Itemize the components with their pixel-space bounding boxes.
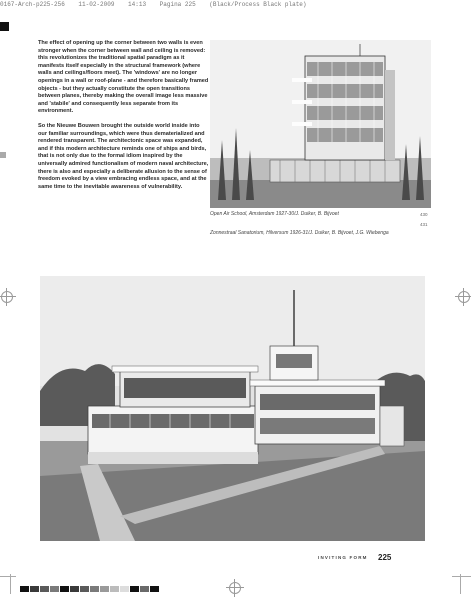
- print-slug: [0, 0, 471, 9]
- figure-number-430: 430: [420, 212, 428, 217]
- trim-mark: [10, 574, 11, 594]
- page-number: 225: [378, 553, 392, 562]
- footer-section-label: INVITING FORM: [318, 555, 368, 560]
- corner-mark: [0, 22, 9, 31]
- slug-file: 0167-Arch-p225-256: [0, 1, 65, 8]
- registration-mark-bottom: [226, 579, 244, 597]
- body-text: [38, 40, 210, 198]
- registration-mark-left: [0, 288, 16, 306]
- color-swatch: [100, 586, 109, 592]
- color-swatch: [90, 586, 99, 592]
- color-swatch: [50, 586, 59, 592]
- trim-mark: [452, 576, 471, 577]
- trim-mark: [0, 576, 16, 577]
- slug-time: 14:13: [128, 1, 147, 8]
- color-swatch: [20, 586, 29, 592]
- color-swatch: [40, 586, 49, 592]
- color-swatch: [120, 586, 129, 592]
- photo-open-air-school: [210, 40, 431, 208]
- color-swatch: [70, 586, 79, 592]
- color-swatch: [60, 586, 69, 592]
- color-swatch: [30, 586, 39, 592]
- color-swatch: [110, 586, 119, 592]
- slug-date: 11-02-2009: [78, 1, 115, 8]
- slug-color: (Black/Process Black plate): [209, 1, 307, 8]
- color-swatch: [150, 586, 159, 592]
- trim-mark: [460, 574, 461, 594]
- color-bar: [20, 586, 160, 592]
- paragraph: The effect of opening up the corner between two walls is even stronger when the corner between wall and ceiling is removed: this revolutionizes the traditional spatial paradigm as it manifests itself especially in the structural framework (where walls and ceilings/floors meet). The 'windows' are no longer openings in a wall or roof-plane - and therefore basically framed objects - but they actually constitute the open transitions between planes, thereby making the overall image less massive and 'stabile' and consequently less separate from its environment.: [38, 40, 209, 115]
- side-mark: [0, 152, 6, 158]
- color-swatch: [130, 586, 139, 592]
- registration-mark-right: [455, 288, 471, 306]
- color-swatch: [140, 586, 149, 592]
- color-swatch: [80, 586, 89, 592]
- caption-430: Open Air School, Amsterdam 1927-30/J. Duiker, B. Bijvoet: [210, 211, 339, 217]
- photo-zonnestraal-sanatorium: [40, 276, 425, 541]
- paragraph: So the Nieuwe Bouwen brought the outside world inside into our familiar surroundings, which were thus dematerialized and rendered transparent. The architectonic space was expanded, and if this modern architecture reminds one of ships and birds, that is not only due to the formal idiom inspired by the universally admired functionalism of modern naval architecture, there is also and especially a deliberate allusion to the sense of freedom evoked by a view embracing endless space, and at the same time to the inevitable awareness of vulnerability.: [38, 122, 209, 190]
- figure-number-431: 431: [420, 222, 428, 227]
- slug-page: Pagina 225: [159, 1, 196, 8]
- caption-431: Zonnestraal Sanatorium, Hilversum 1926-31/J. Duiker, B. Bijvoet, J.G. Wiebenga: [210, 230, 389, 236]
